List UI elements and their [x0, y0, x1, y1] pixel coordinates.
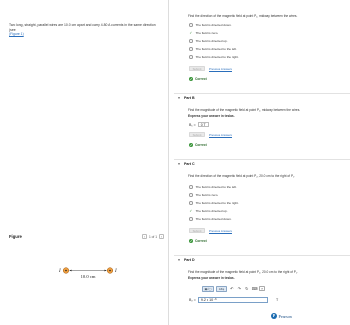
part-c-submit-button[interactable]: Submit [189, 228, 205, 233]
checkmark-icon: ✓ [189, 143, 193, 147]
part-a-option-3[interactable]: The field is directed up. [189, 39, 228, 43]
radio-icon[interactable] [189, 23, 193, 27]
keyboard-icon[interactable]: ⌨ [251, 286, 258, 291]
checkmark-icon: ✓ [189, 209, 193, 213]
pearson-wordmark: Pearson [278, 313, 292, 319]
part-a-submit-button[interactable]: Submit [189, 66, 205, 71]
part-d-answer-exponent: −6 [213, 297, 217, 301]
part-d-answer-value: 9.2 • 10 [200, 298, 214, 302]
part-a-option-5[interactable]: The field is directed to the right. [189, 55, 239, 59]
radio-icon[interactable] [189, 193, 193, 197]
figure-link[interactable]: (Figure 1) [9, 32, 24, 37]
part-d-instruction: Express your answer in teslas. [188, 276, 235, 280]
part-c-status: ✓ Correct [189, 239, 207, 243]
problem-statement [9, 23, 161, 37]
part-d-answer-field[interactable] [198, 297, 268, 303]
part-c-option-5[interactable]: The field is directed down. [189, 217, 232, 221]
math-toolbar [202, 285, 265, 292]
part-b-answer-field[interactable]: 0 T [198, 122, 209, 127]
part-c-question: Find the direction of the magnetic field at point P₂, 20.0 cm to the right of P₁. [188, 174, 296, 178]
wire-left-current-label: I [59, 269, 61, 274]
part-c-option-3[interactable]: The field is directed to the right. [189, 201, 239, 205]
radio-icon[interactable] [189, 47, 193, 51]
pearson-logo-icon: P [272, 313, 276, 318]
part-d-answer [189, 297, 268, 303]
caret-down-icon: ▾ [178, 257, 180, 262]
wires-figure [56, 262, 128, 284]
part-a-option-4[interactable]: The field is directed to the left. [189, 47, 237, 51]
radio-icon[interactable] [189, 185, 193, 189]
undo-icon[interactable]: ↶ [230, 286, 234, 291]
reset-icon[interactable]: ↻ [245, 286, 249, 291]
part-a-option-1[interactable]: The field is directed down. [189, 23, 232, 27]
checkmark-icon: ✓ [189, 239, 193, 243]
radio-icon[interactable] [189, 201, 193, 205]
part-b-instruction: Express your answer in teslas. [188, 114, 235, 118]
part-b-previous-answers-link[interactable]: Previous Answers [209, 133, 232, 137]
part-a-status: ✓ Correct [189, 77, 207, 81]
checkmark-icon: ✓ [189, 77, 193, 81]
part-a-previous-answers-link[interactable]: Previous Answers [209, 67, 232, 71]
figure-label: Figure [9, 234, 22, 239]
part-c-previous-answers-link[interactable]: Previous Answers [209, 229, 232, 233]
radio-icon[interactable] [189, 55, 193, 59]
part-b-header[interactable]: ▾ Part B [174, 93, 350, 101]
part-d-question: Find the magnitude of the magnetic field at point P₂, 20.0 cm to the right of P₁. [188, 270, 298, 274]
pearson-branding [271, 313, 292, 319]
part-c-option-2[interactable]: The field is zero. [189, 193, 218, 197]
problem-text: Two long, straight, parallel wires are 10.0 cm apart and carry 4.80 A currents in the same direction (see [9, 23, 156, 32]
chevron-right-icon[interactable]: › [160, 235, 163, 239]
checkmark-icon: ✓ [189, 31, 193, 35]
part-a-question: Find the direction of the magnetic field at point P₁, midway between the wires. [188, 14, 298, 18]
part-b-question: Find the magnitude of the magnetic field at point P₁, midway between the wires. [188, 108, 301, 112]
part-c-option-1[interactable]: The field is directed to the left. [189, 185, 237, 189]
templates-button[interactable]: ▣√▢ [202, 286, 214, 292]
part-a-option-2[interactable]: ✓ The field is zero. [189, 31, 219, 35]
chevron-left-icon[interactable]: ‹ [143, 235, 146, 239]
part-d-answer-prefix: B₂ = [189, 298, 196, 302]
radio-icon[interactable] [189, 39, 193, 43]
part-c-option-4[interactable]: ✓ The field is directed up. [189, 209, 228, 213]
radio-icon[interactable] [189, 217, 193, 221]
part-d-unit: T [276, 298, 279, 302]
help-button[interactable]: ? [261, 286, 263, 291]
redo-icon[interactable]: ↷ [237, 286, 241, 291]
caret-down-icon: ▾ [178, 161, 180, 166]
part-b-answer: B₁ = 0 T [189, 122, 209, 127]
answer-panel [170, 0, 350, 325]
caret-down-icon: ▾ [178, 95, 180, 100]
problem-panel [0, 0, 168, 325]
part-d-header[interactable]: ▾ Part D [174, 255, 350, 263]
part-b-status: ✓ Correct [189, 143, 207, 147]
figure-page-count: 1 of 1 [149, 234, 157, 239]
part-c-header[interactable]: ▾ Part C [174, 159, 350, 167]
wire-right-current-label: I [115, 269, 117, 274]
part-b-submit-button[interactable]: Submit [189, 132, 205, 137]
distance-label: 10.0 cm [80, 274, 96, 279]
figure-pager [142, 234, 164, 239]
panel-divider [168, 0, 169, 325]
greek-symbols-button[interactable]: ΑΣφ [216, 286, 226, 292]
